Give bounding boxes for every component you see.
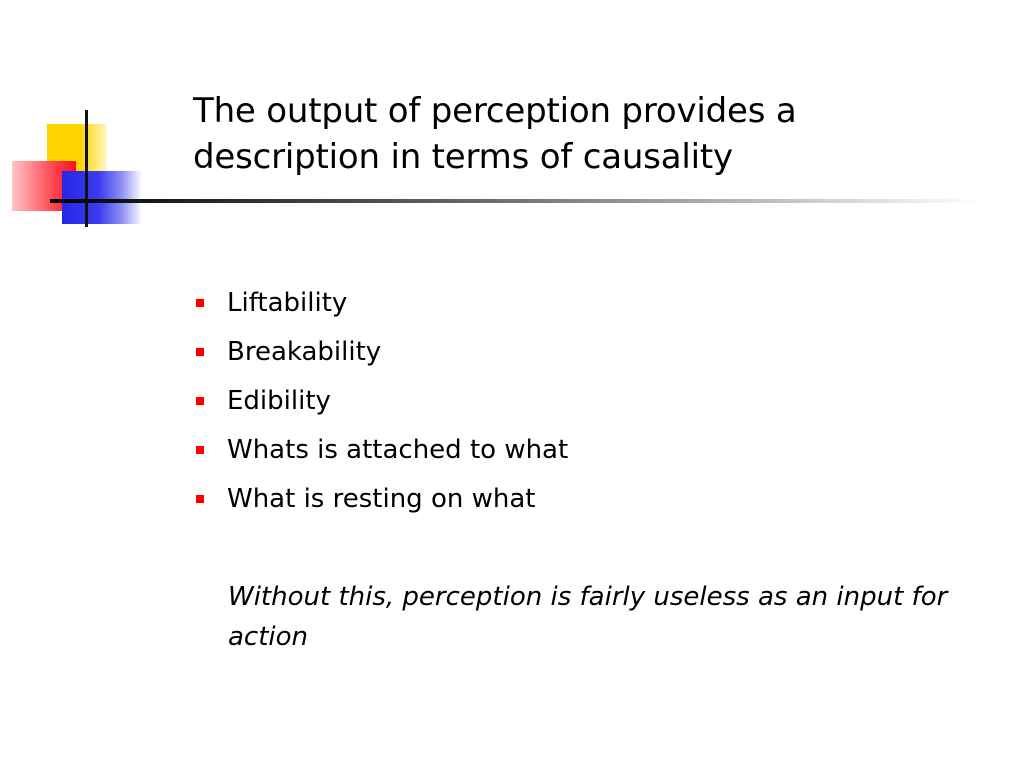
square-bullet-icon bbox=[196, 397, 204, 405]
bullet-text: Whats is attached to what bbox=[227, 435, 569, 465]
bullet-text: Liftability bbox=[227, 288, 348, 318]
bullet-text: Edibility bbox=[227, 386, 331, 416]
slide-title: The output of perception provides a description in terms of causality bbox=[193, 91, 797, 177]
square-bullet-icon bbox=[196, 446, 204, 454]
bullet-item bbox=[196, 479, 568, 528]
bullet-item bbox=[196, 430, 568, 479]
bullet-text: What is resting on what bbox=[227, 484, 536, 514]
title-underline-rule bbox=[50, 199, 980, 203]
square-bullet-icon bbox=[196, 299, 204, 307]
square-bullet-icon bbox=[196, 348, 204, 356]
vertical-rule bbox=[85, 110, 88, 227]
square-bullet-icon bbox=[196, 495, 204, 503]
bullet-item bbox=[196, 381, 568, 430]
bullet-item bbox=[196, 283, 568, 332]
bullet-list bbox=[196, 283, 568, 528]
bullet-item bbox=[196, 332, 568, 381]
bullet-text: Breakability bbox=[227, 337, 382, 367]
italic-note: Without this, perception is fairly useless as an input for action bbox=[228, 582, 948, 652]
blue-square-icon bbox=[62, 171, 142, 224]
